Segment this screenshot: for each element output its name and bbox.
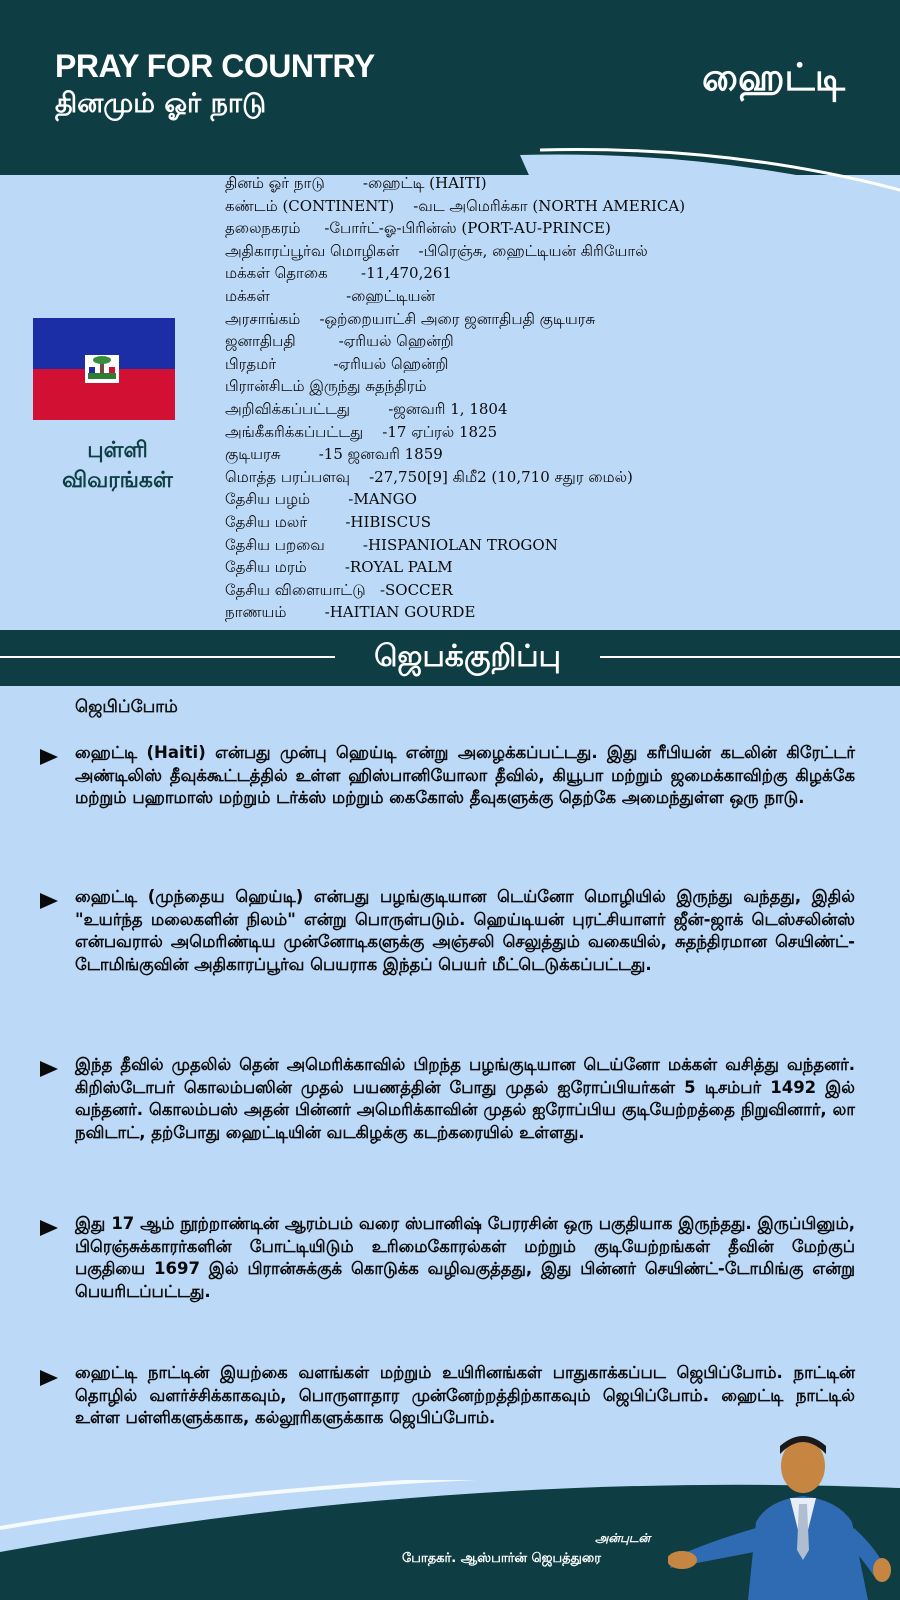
fact-label: ஜனாதிபதி [225,332,296,351]
prayer-section-title: ஜெபக்குறிப்பு [374,639,561,674]
fact-row [225,195,875,218]
fact-row [225,579,875,602]
fact-value: -ஒற்றையாட்சி அரை ஜனாதிபதி குடியரசு [319,309,596,328]
fact-value: -ஹைட்டி (HAITI) [362,174,487,192]
page-title-english: PRAY FOR COUNTRY [55,48,375,84]
fact-label: குடியரசு [225,445,281,464]
fact-row [225,308,875,331]
prayer-paragraph: ஹைட்டி (Haiti) என்பது முன்பு ஹெய்டி என்று அழைக்கப்பட்டது. இது கரீபியன் கடலின் கிரேட்டர் அண்டிலிஸ் தீவுக்கூட்டத்தில் உள்ள ஹிஸ்பானியோலா தீவில், கியூபா மற்றும் ஜமைக்காவிற்கு கிழக்கே மற்றும் பஹாமாஸ் மற்றும் டர்க்ஸ் மற்றும் கைகோஸ் தீவுகளுக்கு தெற்கே அமைந்துள்ள ஒரு நாடு. [75,743,855,807]
fact-row [225,172,875,195]
fact-value: -HAITIAN GOURDE [324,603,476,622]
signature-name: போதகர். ஆஸ்பார்ன் ஜெபத்துரை [402,1551,601,1566]
fact-value: -11,470,261 [361,264,452,283]
facts-section-label [40,436,195,496]
fact-value: -ஏரியல் ஹென்றி [338,332,454,351]
fact-label: அரசாங்கம் [225,309,301,328]
fact-value: -HIBISCUS [345,512,432,531]
fact-value: -27,750[9] கிமீ2 (10,710 சதுர மைல்) [369,467,633,486]
fact-value: -போர்ட்-ஓ-பிரின்ஸ் (PORT-AU-PRINCE) [324,219,611,238]
fact-row [225,466,875,489]
bullet-icon [40,749,58,765]
fact-row [225,534,875,557]
fact-label: பிரதமர் [225,354,277,373]
prayer-paragraph: ஹைட்டி (முந்தைய ஹெய்டி) என்பது பழங்குடியான டெய்னோ மொழியில் இருந்து வந்தது, இதில் "உயர்ந்த மலைகளின் நிலம்" என்று பொருள்படும். ஹெய்டியன் புரட்சியாளர் ஜீன்-ஜாக் டெஸ்சலின்ஸ் என்பவரால் அமெரிண்டிய முன்னோடிகளுக்கு அஞ்சலி செலுத்தும் வகையில், சுதந்திரமான செயிண்ட்-டோமிங்குவின் அதிகாரப்பூர்வ பெயராக இந்தப் பெயர் மீட்டெடுக்கப்பட்டது. [75,887,855,974]
fact-label: தேசிய மரம் [225,558,307,577]
fact-value: -HISPANIOLAN TROGON [362,535,558,554]
fact-label: தேசிய பறவை [225,535,325,554]
divider-left [0,656,335,658]
bullet-icon [40,893,58,909]
fact-value: -SOCCER [379,580,453,599]
fact-label: அதிகாரப்பூர்வ மொழிகள் [225,241,400,260]
fact-label: தினம் ஓர் நாடு [225,174,325,192]
fact-label: மொத்த பரப்பளவு [225,467,351,486]
fact-row [225,556,875,579]
facts-label-line2: விவரங்கள் [62,468,173,493]
prayer-paragraph: இது 17 ஆம் நூற்றாண்டின் ஆரம்பம் வரை ஸ்பானிஷ் பேரரசின் ஒரு பகுதியாக இருந்தது. இருப்பினும், பிரெஞ்சுக்காரர்களின் போட்டியிடும் உரிமைகோரல்கள் மற்றும் குடியேற்றங்கள் தீவின் மேற்குப் பகுதியை 1697 இல் பிரான்சுக்குக் கொடுக்க வழிவகுத்தது, இது பின்னர் செயிண்ட்-டோமிங்கு என்று பெயரிடப்பட்டது. [75,1214,855,1301]
fact-label: நாணயம் [225,603,287,622]
fact-row [225,375,875,398]
country-name: ஹைட்டி [701,55,845,99]
fact-label: தலைநகரம் [225,219,301,238]
bullet-icon [40,1220,58,1236]
fact-value: -ஏரியல் ஹென்றி [333,354,449,373]
fact-row [225,511,875,534]
fact-label: அங்கீகரிக்கப்பட்டது [225,422,364,441]
fact-value: -15 ஜனவரி 1859 [318,445,443,464]
fact-value: -ROYAL PALM [344,558,453,577]
signature-greeting: அன்புடன் [595,1531,651,1545]
fact-value: -ஜனவரி 1, 1804 [388,399,508,418]
prayer-paragraph: இந்த தீவில் முதலில் தென் அமெரிக்காவில் பிறந்த பழங்குடியான டெய்னோ மக்கள் வசித்து வந்தனர். கிறிஸ்டோபர் கொலம்பஸின் முதல் பயணத்தின் போது முதல் ஐரோப்பியர்கள் 5 டிசம்பர் 1492 இல் வந்தனர். கொலம்பஸ் அதன் பின்னர் அமெரிக்காவின் முதல் ஐரோப்பிய குடியேற்றத்தை நிறுவினார், லா நவிடாட், தற்போது ஹைட்டியின் வடகிழக்கு கடற்கரையில் உள்ளது. [75,1055,855,1142]
fact-value: -MANGO [348,490,417,509]
fact-value: -ஹைட்டியன் [346,286,436,305]
fact-row [225,217,875,240]
pastor-photo [668,1432,898,1600]
fact-value: -17 ஏப்ரல் 1825 [382,422,498,441]
fact-label: கண்டம் (CONTINENT) [225,196,395,215]
fact-row [225,353,875,376]
prayer-paragraph: ஹைட்டி நாட்டின் இயற்கை வளங்கள் மற்றும் உயிரினங்கள் பாதுகாக்கப்பட ஜெபிப்போம். நாட்டின் தொழில் வளர்ச்சிக்காகவும், பொருளாதார முன்னேற்றத்திற்காகவும் ஜெபிப்போம். ஹைட்டி நாட்டில் உள்ள பள்ளிகளுக்காக, கல்லூரிகளுக்காக ஜெபிப்போம். [75,1363,855,1427]
fact-row [225,262,875,285]
bullet-icon [40,1370,58,1386]
facts-list [225,172,875,624]
fact-row [225,443,875,466]
fact-row [225,398,875,421]
divider-right [600,656,900,658]
fact-value: -பிரெஞ்சு, ஹைட்டியன் கிரியோல் [418,241,648,260]
fact-label: மக்கள் தொகை [225,264,328,283]
fact-row [225,421,875,444]
fact-label: பிரான்சிடம் இருந்து சுதந்திரம் [225,377,427,396]
haiti-flag-image [33,318,175,420]
bullet-icon [40,1061,58,1077]
fact-value: -வட அமெரிக்கா (NORTH AMERICA) [413,196,686,215]
fact-row [225,488,875,511]
fact-row [225,601,875,624]
coat-of-arms-icon [85,355,119,383]
page-title-tamil: தினமும் ஓர் நாடு [55,88,267,119]
fact-label: மக்கள் [225,286,270,305]
fact-row [225,330,875,353]
fact-label: அறிவிக்கப்பட்டது [225,399,351,418]
facts-label-line1: புள்ளி [87,438,148,463]
fact-row [225,240,875,263]
fact-label: தேசிய விளையாட்டு [225,580,366,599]
fact-label: தேசிய பழம் [225,490,311,509]
prayer-intro: ஜெபிப்போம் [75,697,178,717]
fact-row [225,285,875,308]
fact-label: தேசிய மலர் [225,512,308,531]
